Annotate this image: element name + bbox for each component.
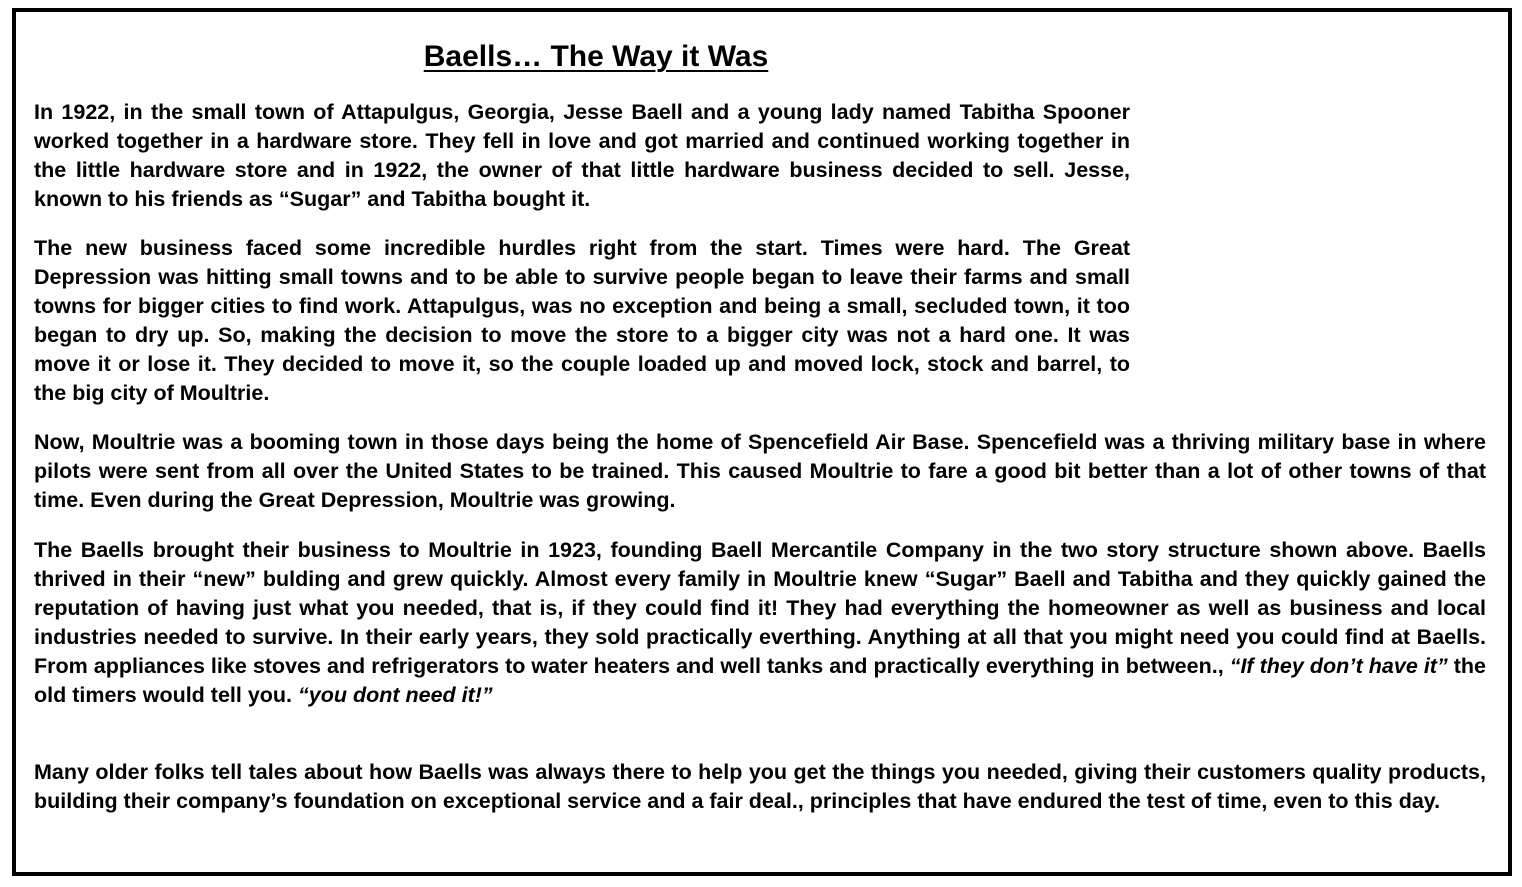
- paragraph-depression: The new business faced some incredible hurdles right from the start. Times were hard. The Great Depression was hitting small towns and to be able to survive people began to leave their farms and small towns for bigger cities to find work. Attapulgus, was no exception and being a small, secluded town, it too began to dry up. So, making the decision to move the store to a bigger city was not a hard one. It was move it or lose it. They decided to move it, so the couple loaded up and moved lock, stock and barrel, to the big city of Moultrie.: [34, 236, 1130, 405]
- paragraph-mercantile: [34, 536, 1486, 710]
- document-frame: [12, 8, 1512, 876]
- paragraph-mercantile-mid: the old timers would tell you.: [34, 654, 1486, 707]
- paragraph-legacy: Many older folks tell tales about how Baells was always there to help you get the things you needed, giving their customers quality products, building their company’s foundation on exceptional service and a fair deal., principles that have endured the test of time, even to this day.: [34, 760, 1486, 813]
- paragraph-moultrie: Now, Moultrie was a booming town in those days being the home of Spencefield Air Base. Spencefield was a thriving military base in where pilots were sent from all over the United States to be trained. This caused Moultrie to fare a good bit better than a lot of other towns of that time. Even during the Great Depression, Moultrie was growing.: [34, 430, 1486, 512]
- page-title: Baells… The Way it Was: [423, 40, 769, 73]
- paragraph-mercantile-text: The Baells brought their business to Moultrie in 1923, founding Baell Mercantile Company in the two story structure shown above. Baells thrived in their “new” bulding and grew quickly. Almost every family in Moultrie knew “Sugar” Baell and Tabitha and they quickly gained the reputation of having just what you needed, that is, if they could find it! They had everything the homeowner as well as business and local industries needed to survive. In their early years, they sold practically everthing. Anything at all that you might need you could find at Baells. From appliances like stoves and refrigerators to water heaters and well tanks and practically everything in between.,: [34, 538, 1486, 678]
- quote-you-dont-need-it: “you dont need it!”: [298, 683, 493, 707]
- quote-if-they-dont-have-it: “If they don’t have it”: [1229, 654, 1448, 678]
- paragraph-attapulgus: In 1922, in the small town of Attapulgus, Georgia, Jesse Baell and a young lady named Tabitha Spooner worked together in a hardware store. They fell in love and got married and continued working together in the little hardware store and in 1922, the owner of that little hardware business decided to sell. Jesse, known to his friends as “Sugar” and Tabitha bought it.: [34, 100, 1130, 211]
